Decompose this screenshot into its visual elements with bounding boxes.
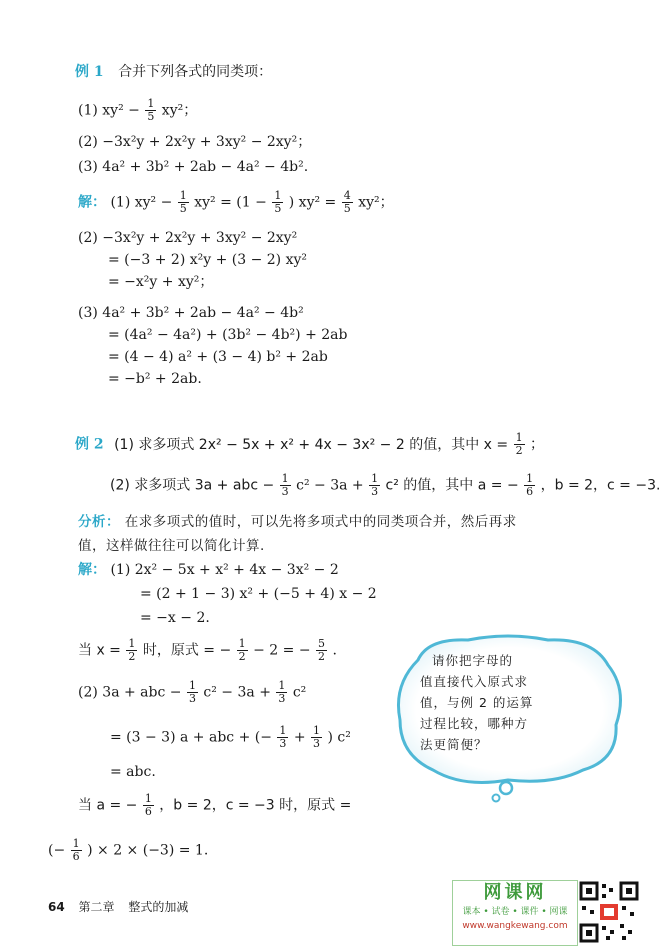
ex2-s2-l2-a: = (3 − 3) a + abc + (− [110, 729, 272, 746]
watermark-tags: 课本 • 试卷 • 课件 • 网课 [462, 907, 568, 917]
example-1-text: 合并下列各式的同类项： [118, 64, 273, 80]
ex2-question-2-a: (2) 求多项式 3a + abc − [110, 477, 275, 494]
ex2-solution-1-when [78, 638, 337, 663]
ex2-question-1-end: ； [530, 436, 545, 453]
ex2-s2-l2-b: + [293, 729, 306, 746]
qr-code-icon [578, 880, 640, 944]
ex1-problem-3: (3) 4a² + 3b² + 2ab − 4a² − 4b². [78, 159, 309, 175]
ex2-solution-1-line-1-text: (1) 2x² − 5x + x² + 4x − 3x² − 2 [110, 562, 339, 578]
example-2-label: 例 2 [75, 436, 104, 453]
fraction-den: 5 [343, 202, 351, 215]
ex2-s2-res-b: ) × 2 × (−3) = 1. [87, 842, 209, 859]
fraction [272, 190, 283, 215]
fraction-num: 1 [274, 189, 282, 202]
solution-label: 解： [78, 562, 106, 578]
fraction [280, 473, 291, 498]
ex1-problem-1 [78, 98, 197, 123]
ex2-solution-2-line-3: = abc. [110, 764, 156, 780]
ex1-problem-1-head: (1) xy² − [78, 102, 140, 119]
fraction-num: 1 [147, 97, 155, 110]
fraction [524, 473, 535, 498]
ex2-solution-2-result [48, 838, 208, 863]
ex1-solution-2-line-2: = (−3 + 2) x²y + (3 − 2) xy² [108, 252, 308, 268]
ex1-problem-2: (2) −3x²y + 2x²y + 3xy² − 2xy²； [78, 134, 312, 150]
ex2-question-1-text: (1) 求多项式 2x² − 5x + x² + 4x − 3x² − 2 的值，其中 x = [114, 436, 509, 453]
fraction-num: 1 [281, 472, 289, 485]
example-1-label: 例 1 [75, 64, 104, 80]
ex2-s2-when-a: 当 a = − [78, 797, 138, 814]
ex1-problem-1-tail: xy²； [161, 102, 198, 119]
example-2-question-2 [110, 473, 660, 498]
fraction [178, 190, 189, 215]
fraction-num: 1 [278, 679, 286, 692]
ex2-question-2-d: ，b = 2，c = −3. [540, 477, 660, 494]
fraction-den: 3 [188, 692, 196, 705]
watermark-url: www.wangkewang.com [462, 921, 568, 931]
fraction-den: 3 [278, 692, 286, 705]
fraction-den: 5 [147, 110, 155, 123]
fraction-num: 1 [371, 472, 379, 485]
fraction [237, 638, 248, 663]
fraction-num: 1 [72, 837, 80, 850]
fraction [187, 680, 198, 705]
ex2-solution-2-line-2 [110, 725, 351, 750]
ex2-s2-l1-a: (2) 3a + abc − [78, 684, 182, 701]
ex2-s2-l1-c: c² [292, 684, 307, 701]
ex2-when-b: 时，原式 = − [142, 642, 232, 659]
bubble-line-1: 请你把字母的 [432, 653, 514, 668]
ex2-s2-l2-c: ) c² [327, 729, 351, 746]
chapter-label: 第二章 [78, 900, 115, 914]
fraction [145, 98, 156, 123]
bubble-line-4: 过程比较，哪种方 [420, 716, 529, 731]
ex1-solution-1-a: (1) xy² − [110, 194, 173, 211]
ex2-solution-1-line-2: = (2 + 1 − 3) x² + (−5 + 4) x − 2 [140, 586, 377, 602]
fraction-den: 2 [128, 650, 136, 663]
fraction-num: 1 [144, 792, 152, 805]
ex1-solution-2-line-3: = −x²y + xy²； [108, 274, 214, 290]
analysis-line-2: 值，这样做往往可以简化计算. [78, 538, 265, 554]
ex1-solution-3-line-2: = (4a² − 4a²) + (3b² − 4b²) + 2ab [108, 327, 348, 343]
fraction-den: 2 [318, 650, 326, 663]
fraction-den: 3 [281, 485, 289, 498]
page-number: 64 [48, 900, 65, 914]
fraction-num: 1 [526, 472, 534, 485]
ex2-s2-when-b: ，b = 2，c = −3 时，原式 = [159, 797, 352, 814]
chapter-title: 整式的加减 [128, 900, 189, 914]
ex1-solution-2-line-1: (2) −3x²y + 2x²y + 3xy² − 2xy² [78, 230, 298, 246]
ex1-solution-1-b: xy² = (1 − [194, 194, 267, 211]
bubble-line-2: 值直接代入原式求 [420, 674, 529, 689]
fraction-num: 1 [238, 637, 246, 650]
fraction-den: 3 [371, 485, 379, 498]
fraction-den: 3 [279, 737, 287, 750]
fraction [514, 432, 525, 457]
analysis-text-1: 在求多项式的值时，可以先将多项式中的同类项合并，然后再求 [124, 514, 517, 530]
ex1-solution-1-d: xy²； [358, 194, 394, 211]
fraction-den: 2 [238, 650, 246, 663]
fraction-num: 1 [188, 679, 196, 692]
fraction [277, 725, 288, 750]
ex1-solution-3-line-3: = (4 − 4) a² + (3 − 4) b² + 2ab [108, 349, 328, 365]
fraction-den: 6 [144, 805, 152, 818]
ex2-solution-2-when [78, 793, 351, 818]
page-footer [48, 898, 188, 915]
fraction [276, 680, 287, 705]
fraction-num: 1 [515, 431, 523, 444]
fraction-den: 6 [526, 485, 534, 498]
watermark-logo [452, 880, 578, 946]
fraction [126, 638, 137, 663]
fraction-den: 3 [313, 737, 321, 750]
fraction-num: 1 [128, 637, 136, 650]
ex2-s2-l1-b: c² − 3a + [203, 684, 271, 701]
ex2-solution-1-line-3: = −x − 2. [140, 610, 210, 626]
bubble-line-3: 值，与例 2 的运算 [420, 695, 534, 710]
analysis-line-1 [78, 512, 517, 532]
fraction-num: 4 [343, 189, 351, 202]
watermark-brand: 网课网 [483, 882, 547, 903]
fraction [71, 838, 82, 863]
fraction-den: 5 [179, 202, 187, 215]
fraction-den: 5 [274, 202, 282, 215]
ex2-solution-1-line-1 [78, 560, 339, 580]
solution-label: 解： [78, 194, 106, 211]
ex1-solution-1-c: ) xy² = [288, 194, 337, 211]
fraction-num: 1 [313, 724, 321, 737]
ex2-s2-res-a: (− [48, 842, 66, 859]
ex1-solution-3-line-4: = −b² + 2ab. [108, 371, 202, 387]
fraction-num: 1 [179, 189, 187, 202]
fraction [369, 473, 380, 498]
fraction [311, 725, 322, 750]
ex2-when-a: 当 x = [78, 642, 121, 659]
fraction-den: 6 [72, 850, 80, 863]
fraction-den: 2 [515, 444, 523, 457]
ex2-question-2-c: c² 的值，其中 a = − [385, 477, 519, 494]
fraction [342, 190, 353, 215]
example-2-question-1 [75, 432, 544, 457]
ex1-solution-3-line-1: (3) 4a² + 3b² + 2ab − 4a² − 4b² [78, 305, 304, 321]
ex1-solution-1 [78, 190, 394, 215]
bubble-line-5: 法更简便？ [420, 737, 488, 752]
fraction-num: 5 [318, 637, 326, 650]
fraction [316, 638, 327, 663]
ex2-solution-2-line-1 [78, 680, 306, 705]
fraction [143, 793, 154, 818]
example-1-title [75, 62, 272, 82]
ex2-question-2-b: c² − 3a + [296, 477, 364, 494]
analysis-label: 分析： [78, 514, 120, 530]
ex2-when-c: − 2 = − [253, 642, 311, 659]
fraction-num: 1 [279, 724, 287, 737]
ex2-when-d: . [332, 642, 337, 659]
